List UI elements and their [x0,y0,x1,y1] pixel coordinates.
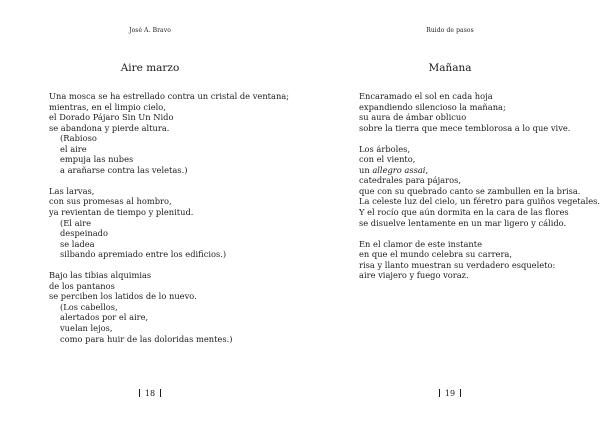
poem-title-aire-marzo: Aire marzo [120,62,180,74]
verse-line: se disuelve lentamente en un mar ligero y cálido. [359,217,567,228]
verse-line: empuja las nubes [60,154,134,165]
folio-bar-right [460,389,461,397]
verse-line: sobre la tierra que mece temblorosa a lo que vive. [359,122,571,133]
verse-text: , [425,164,429,175]
verse-line: que con su quebrado canto se zambullen en la brisa. [359,185,581,196]
verse-line: vuelan lejos, [60,323,113,334]
verse-line: risa y llanto muestran su verdadero esqueleto: [359,259,556,270]
verse-line: (Rabioso [60,133,97,144]
folio-number: 18 [144,389,156,398]
running-head-book-title: Ruido de pasos [426,27,474,34]
folio-number: 19 [444,389,456,398]
verse-line: como para huir de las doloridas mentes.) [60,333,233,344]
verse-line: ya revientan de tiempo y plenitud. [49,207,194,218]
folio-bar-left [439,389,440,397]
verse-line: se perciben los latidos de lo nuevo. [49,291,197,302]
stanza-break [49,260,289,271]
verse-line: Y el rocío que aún dormita en la cara de las flores [359,207,569,218]
page-number-left [0,389,300,398]
verse-line [359,165,600,176]
verse-line: aire viajero y fuego voraz. [359,270,469,281]
poem-title-manana: Mañana [428,62,472,74]
page-number-right [300,389,600,398]
verse-line: (Los cabellos, [60,301,118,312]
verse-text: un [359,164,373,175]
verse-italic-text: allegro assai [372,164,426,175]
verse-line: La celeste luz del cielo, un féretro para guiños vegetales. [359,196,600,207]
verse-line: Encaramado el sol en cada hoja [359,91,493,101]
stanza-break [359,133,600,144]
verse-line: Las larvas, [49,185,95,196]
stanza-break [49,175,289,186]
verse-line: de los pantanos [49,280,115,291]
poem-body-manana [359,91,600,281]
verse-line: en que el mundo celebra su carrera, [359,249,512,260]
right-page [300,0,600,425]
stanza-break [359,228,600,239]
verse-line: a arañarse contra las veletas.) [60,164,188,175]
verse-line: Una mosca se ha estrellado contra un cristal de ventana; [49,91,290,101]
verse-line: el aire [60,143,87,154]
verse-line: con sus promesas al hombro, [49,196,172,207]
folio-bar-right [160,389,161,397]
verse-line: silbando apremiado entre los edificios.) [60,249,227,260]
verse-line: Bajo las tibias alquimias [49,270,152,281]
verse-line: se abandona y pierde altura. [49,122,170,133]
verse-line: con el viento, [359,154,416,165]
verse-line: catedrales para pájaros, [359,175,461,186]
verse-line: su aura de ámbar oblicuo [359,112,467,123]
verse-line: En el clamor de este instante [359,238,482,249]
verse-line: mientras, en el limpio cielo, [49,101,166,112]
verse-line: se ladea [60,238,95,249]
verse-line: expandiendo silencioso la mañana; [359,101,506,112]
verse-line: despeinado [60,228,108,239]
verse-line: el Dorado Pájaro Sin Un Nido [49,112,174,123]
verse-line: Los árboles, [359,143,411,154]
running-head-author: José A. Bravo [129,27,171,34]
folio-bar-left [139,389,140,397]
verse-line: (El aire [60,217,92,228]
verse-line: alertados por el aire, [60,312,149,323]
poem-body-aire-marzo [49,91,289,344]
